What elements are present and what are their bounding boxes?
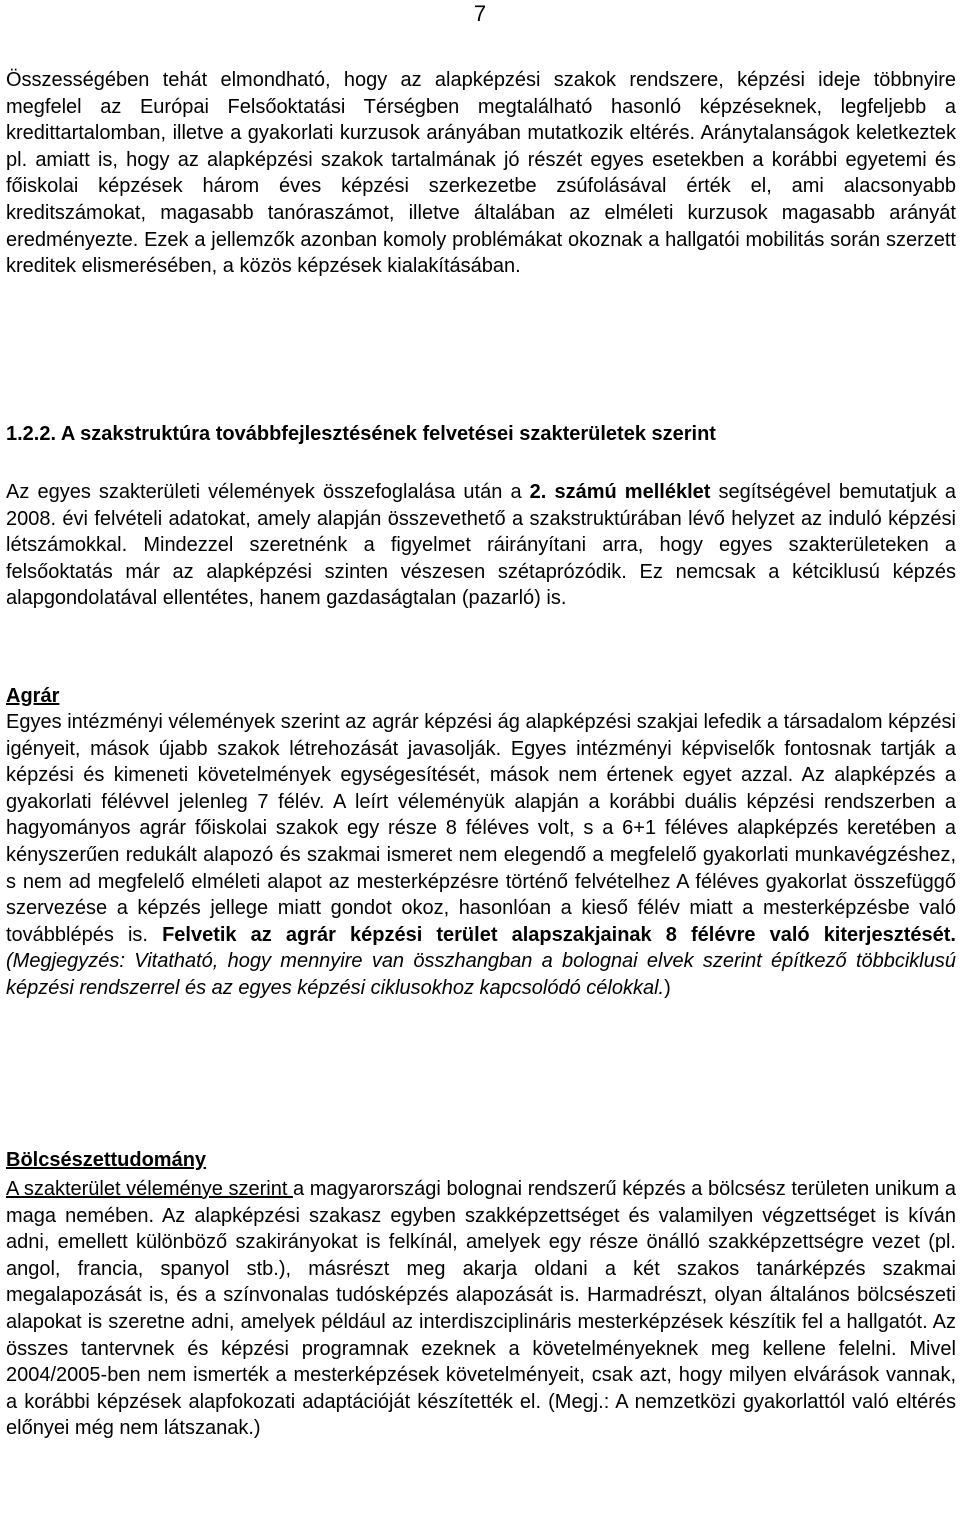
paragraph-text xyxy=(6,1176,956,1442)
paragraph-text xyxy=(6,479,956,612)
italic-note: (Megjegyzés: Vitatható, hogy mennyire van összhangban a bolognai elvek szerint építkező többciklusú képzési rendszerrel és az egyes képzési ciklusokhoz kapcsolódó célokkal. xyxy=(6,950,956,999)
paragraph-text xyxy=(6,709,956,1002)
intro-paragraph xyxy=(6,67,956,280)
agrar-heading: Agrár xyxy=(6,685,60,707)
text-run: segítségével bemutatjuk a 2008. évi felvételi adatokat, amely alapján összevethető a szakstruktúrában lévő helyzet az induló képzési létszámokkal. Mindezzel szeretnénk a figyelmet ráirányítani arra, hogy egyes szakterületeken a felsőoktatás már az alapképzési szinten vészesen szétaprózódik. Ez nemcsak a kétciklusú képzés alapgondolatával ellentétes, hanem gazdaságtalan (pazarló) is. xyxy=(6,481,956,610)
text-run: ) xyxy=(664,976,671,999)
annex-reference: 2. számú melléklet xyxy=(529,481,711,503)
bolcsesz-heading: Bölcsészettudomány xyxy=(6,1149,207,1171)
underlined-lead: A szakterület véleménye szerint xyxy=(6,1178,293,1200)
bolcsesz-paragraph xyxy=(6,1176,956,1442)
section-heading: 1.2.2. A szakstruktúra továbbfejlesztésének felvetései szakterületek szerint xyxy=(6,423,716,445)
text-run: Az egyes szakterületi vélemények összefoglalása után a xyxy=(6,481,530,503)
agrar-paragraph xyxy=(6,709,956,1002)
page-number: 7 xyxy=(473,1,487,26)
paragraph-text: Összességében tehát elmondható, hogy az alapképzési szakok rendszere, képzési ideje többnyire megfelel az Európai Felsőoktatási Térségben megtalálható hasonló képzéseknek, legfeljebb a kredittartalomban, illetve a gyakorlati kurzusok arányában mutatkozik eltérés. Aránytalanságok keletkeztek pl. amiatt is, hogy az alapképzési szakok tartalmának jó részét egyes esetekben a korábbi egyetemi és főiskolai képzések három éves képzési szerkezetbe zsúfolásával érték el, ami alacsonyabb kreditszámokat, magasabb tanóraszámot, illetve általában az elméleti kurzusok magasabb arányát eredményezte. Ezek a jellemzők azonban komoly problémákat okoznak a hallgatói mobilitás során szerzett kreditek elismerésében, a közös képzések kialakításában. xyxy=(6,69,956,278)
summary-paragraph xyxy=(6,479,956,612)
text-run: a magyarországi bolognai rendszerű képzés a bölcsész területen unikum a maga nemében. Az alapképzési szakasz egyben szakképzettséget és valamilyen végzettséget is kíván adni, emellett különböző szakirányokat is felkínál, amelyek egy része önálló szakképzettségre vezet (pl. angol, francia, spanyol stb.), másrészt meg akarja oldani a két szakos tanárképzés szakmai megalapozását is, és a színvonalas tudósképzés alapozását is. Harmadrészt, olyan általános bölcsészeti alapokat is szeretne adni, amelyek például az interdiszciplináris mesterképzések készítik fel a hallgatót. Az összes tantervnek és képzési programnak ezeknek a követelményeknek meg kellene felelni. Mivel 2004/2005-ben nem ismerték a mesterképzések követelményeit, csak azt, hogy milyen elvárások vannak, a korábbi képzések alapfokozati adaptációját készítették el. (Megj.: A nemzetközi gyakorlattól való eltérés előnyei még nem látszanak.) xyxy=(6,1178,956,1440)
text-run: Egyes intézményi vélemények szerint az agrár képzési ág alapképzési szakjai lefedik a társadalom képzési igényeit, mások újabb szakok létrehozását javasolják. Egyes intézményi képviselők fontosnak tartják a képzési és kimeneti követelmények egységesítését, mások nem értenek egyet azzal. Az alapképzés a gyakorlati félévvel jelenleg 7 félév. A leírt véleményük alapján a korábbi duális képzési rendszerben a hagyományos agrár főiskolai szakok egy része 8 féléves volt, s a 6+1 féléves alapképzés keretében a kényszerűen redukált alapozó és szakmai ismeret nem elegendő a megfelelő gyakorlati munkavégzéshez, s nem ad megfelelő elméleti alapot az mesterképzésre történő felvételhez A féléves gyakorlat összefüggő szervezése a képzés jellege miatt gondot okoz, hasonlóan a kieső félév miatt a mesterképzésbe való továbblépés is. xyxy=(6,711,956,946)
bold-proposal: Felvetik az agrár képzési terület alapszakjainak 8 félévre való kiterjesztését. xyxy=(162,923,956,946)
